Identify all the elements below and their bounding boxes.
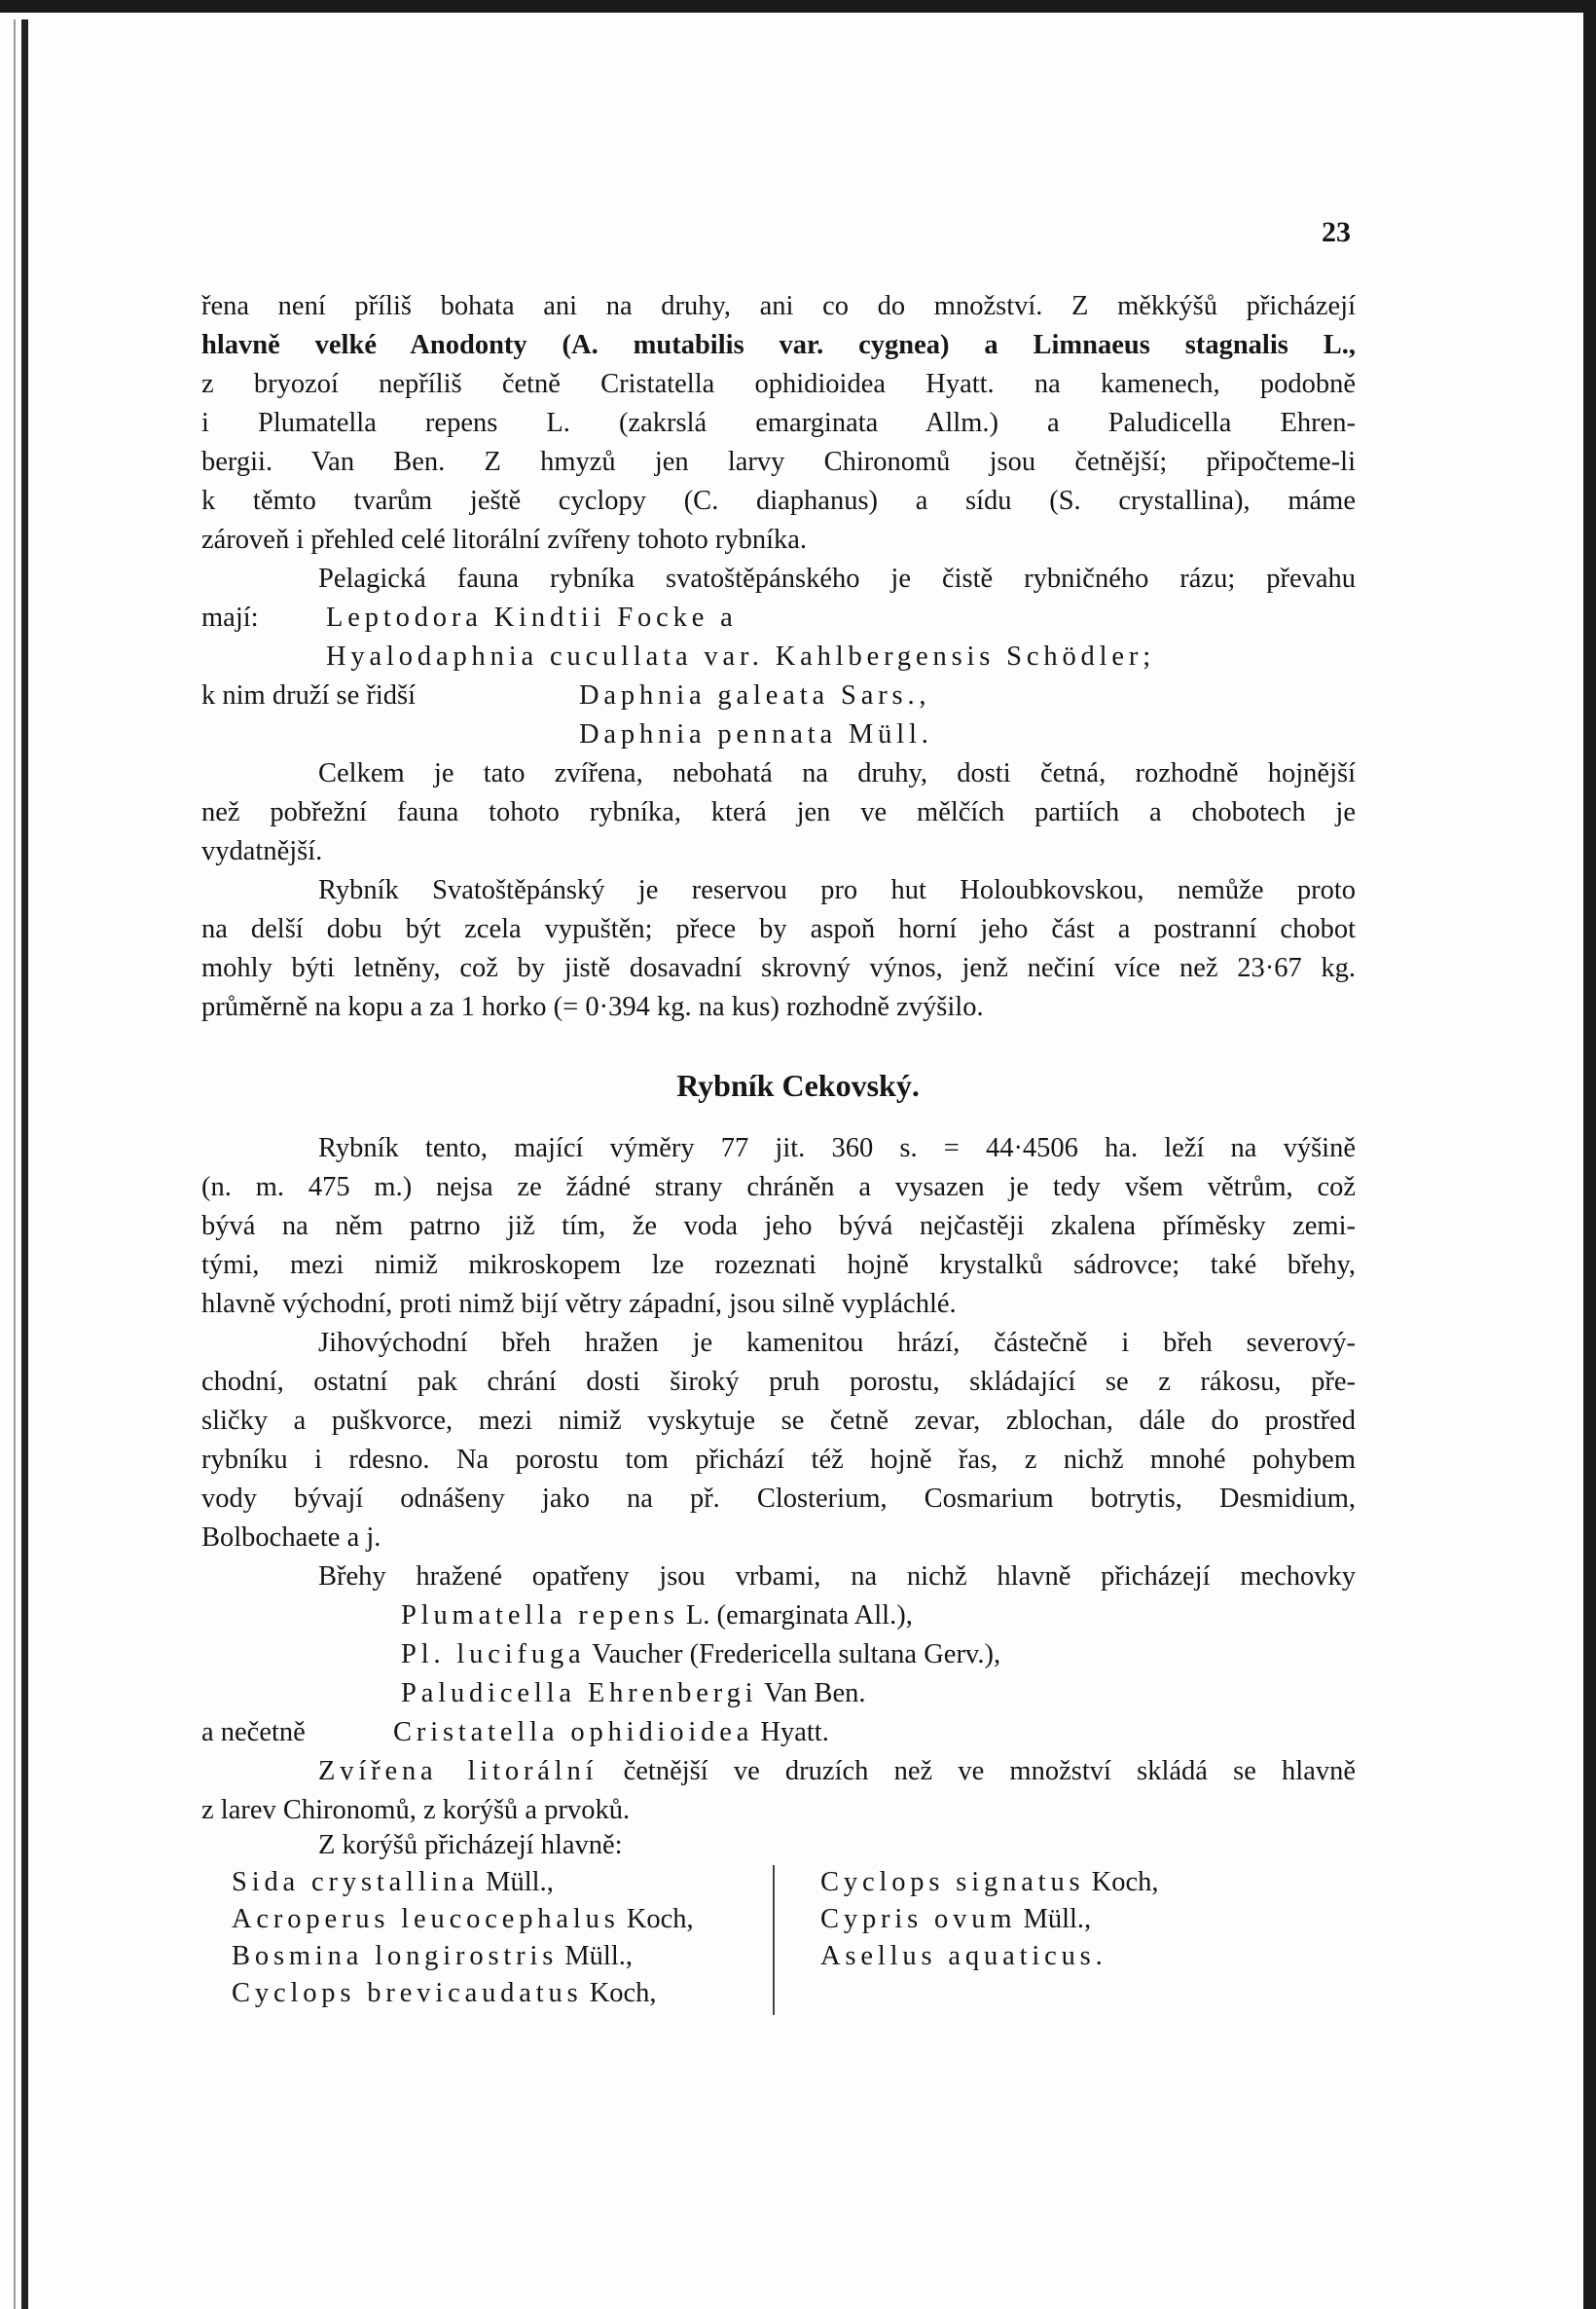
species-entry [401, 1596, 913, 1635]
species-entry [820, 1863, 1158, 1902]
text-line: z larev Chironomů, z korýšů a prvoků. [201, 1795, 631, 1825]
species-name: Cyclops signatus [820, 1867, 1085, 1897]
text-line: bývá na něm patrno již tím, že voda jeho bývá nejčastěji zkalena příměsky zemi- [201, 1211, 1356, 1241]
text-line: Z korýšů přicházejí hlavně: [318, 1830, 623, 1860]
species-name: Cristatella ophidioidea [393, 1717, 754, 1747]
text-line: Jihovýchodní břeh hražen je kamenitou hrází, částečně i břeh severový- [318, 1328, 1356, 1358]
species-name: Hyalodaphnia cucullata var. Kahlbergensis Schödler; [326, 641, 1156, 672]
scan-border-top [0, 0, 1596, 13]
section-heading: Rybník Cekovský. [676, 1068, 920, 1103]
species-entry [232, 1900, 694, 1939]
species-entry [232, 1863, 554, 1902]
text-line: Celkem je tato zvířena, nebohatá na druhy, dosti četná, rozhodně hojnější [318, 758, 1356, 788]
text-line: průměrně na kopu a za 1 horko (= 0·394 kg. na kus) rozhodně zvýšilo. [201, 992, 984, 1022]
species-entry [820, 1900, 1091, 1939]
text-line: k těmto tvarům ještě cyclopy (C. diaphanus) a sídu (S. crystallina), máme [201, 486, 1356, 516]
text-line: tými, mezi nimiž mikroskopem lze rozeznati hojně krystalků sádrovce; také břehy, [201, 1250, 1356, 1280]
species-name: Cypris ovum [820, 1904, 1017, 1934]
species-name: Acroperus leucocephalus [232, 1904, 620, 1934]
text-line: sličky a puškvorce, mezi nimiž vyskytuje se četně zevar, zblochan, dále do prostřed [201, 1406, 1356, 1436]
species-name: Sida crystallina [232, 1867, 480, 1897]
species-name: Plumatella repens [401, 1600, 679, 1631]
text-line: Pelagická fauna rybníka svatoštěpánského je čistě rybničného rázu; převahu [318, 564, 1356, 594]
text-line: (n. m. 475 m.) nejsa ze žádné strany chráněn a vysazen je tedy všem větrům, což [201, 1172, 1356, 1202]
species-entry [232, 1974, 657, 2013]
species-name: Daphnia pennata Müll. [579, 719, 933, 750]
species-author: Van Ben. [764, 1678, 866, 1708]
species-name: Paludicella Ehrenbergi [401, 1678, 758, 1708]
species-author: Müll., [486, 1867, 554, 1897]
text-line: z bryozoí nepříliš četně Cristatella ophidioidea Hyatt. na kamenech, podobně [201, 369, 1356, 399]
text-line: řena není příliš bohata ani na druhy, ani co do množství. Z měkkýšů přicházejí [201, 291, 1356, 321]
list-label: mají: [201, 603, 259, 633]
species-author: Koch, [1091, 1867, 1159, 1897]
text-line: vydatnější. [201, 836, 323, 866]
text-line: bergii. Van Ben. Z hmyzů jen larvy Chironomů jsou četnější; připočteme-li [201, 447, 1356, 477]
species-name: Asellus aquaticus. [820, 1941, 1107, 1971]
text-line: mohly býti letněny, což by jistě dosavadní skrovný výnos, jenž nečiní více než 23·67 kg. [201, 953, 1356, 983]
species-entry [820, 1937, 1107, 1976]
scan-border-left [21, 19, 28, 2309]
text-line: Rybník Svatoštěpánský je reservou pro hut Holoubkovskou, nemůže proto [318, 875, 1356, 905]
species-name: Leptodora Kindtii Focke a [326, 603, 738, 633]
text-line: hlavně velké Anodonty (A. mutabilis var. cygnea) a Limnaeus stagnalis L., [201, 330, 1356, 360]
species-author: Müll., [564, 1941, 634, 1971]
text-segment: četnější ve druzích než ve množství skládá se hlavně [623, 1756, 1356, 1786]
text-line: hlavně východní, proti nimž bijí větry západní, jsou silně vypláchlé. [201, 1289, 957, 1319]
species-name: Pl. lucifuga [401, 1639, 586, 1669]
text-line: Bolbochaete a j. [201, 1522, 381, 1553]
scan-border-right [1583, 0, 1596, 2309]
text-line: zároveň i přehled celé litorální zvířeny tohoto rybníka. [201, 525, 808, 555]
text-line: než pobřežní fauna tohoto rybníka, která jen ve mělčích partiích a chobotech je [201, 797, 1356, 827]
text-line: chodní, ostatní pak chrání dosti široký pruh porostu, skládající se z rákosu, pře- [201, 1367, 1356, 1397]
column-divider [773, 1865, 775, 2015]
text-line: vody bývají odnášeny jako na př. Closterium, Cosmarium botrytis, Desmidium, [201, 1484, 1356, 1514]
text-line: Břehy hražené opatřeny jsou vrbami, na nichž hlavně přicházejí mechovky [318, 1561, 1356, 1592]
species-entry [401, 1635, 1000, 1674]
page-number: 23 [1322, 216, 1351, 248]
scan-border-left-faint [14, 19, 16, 2309]
species-entry [232, 1937, 633, 1976]
text-line: Rybník tento, mající výměry 77 jit. 360 s. = 44·4506 ha. leží na výšině [318, 1133, 1356, 1163]
species-author: Koch, [589, 1978, 657, 2008]
species-entry [393, 1713, 829, 1752]
species-author: Hyatt. [760, 1717, 829, 1747]
text-line: na delší dobu být zcela vypuštěn; přece by aspoň horní jeho část a postranní chobot [201, 914, 1356, 944]
species-name: Bosmina longirostris [232, 1941, 559, 1971]
list-label: a nečetně [201, 1717, 306, 1747]
emphasis-term: Zvířena litorální [318, 1756, 598, 1786]
species-author: Koch, [626, 1904, 694, 1934]
species-author: Vaucher (Fredericella sultana Gerv.), [592, 1639, 1001, 1669]
list-label: k nim druží se řidší [201, 680, 417, 711]
species-name: Daphnia galeata Sars., [579, 680, 931, 711]
text-line: rybníku i rdesno. Na porostu tom přichází též hojně řas, z nichž mnohé pohybem [201, 1445, 1356, 1475]
species-author: L. (emarginata All.), [685, 1600, 913, 1631]
text-line: i Plumatella repens L. (zakrslá emarginata Allm.) a Paludicella Ehren- [201, 408, 1356, 438]
species-entry [401, 1674, 866, 1713]
species-author: Müll., [1023, 1904, 1092, 1934]
text-line [318, 1752, 1356, 1791]
species-name: Cyclops brevicaudatus [232, 1978, 583, 2008]
